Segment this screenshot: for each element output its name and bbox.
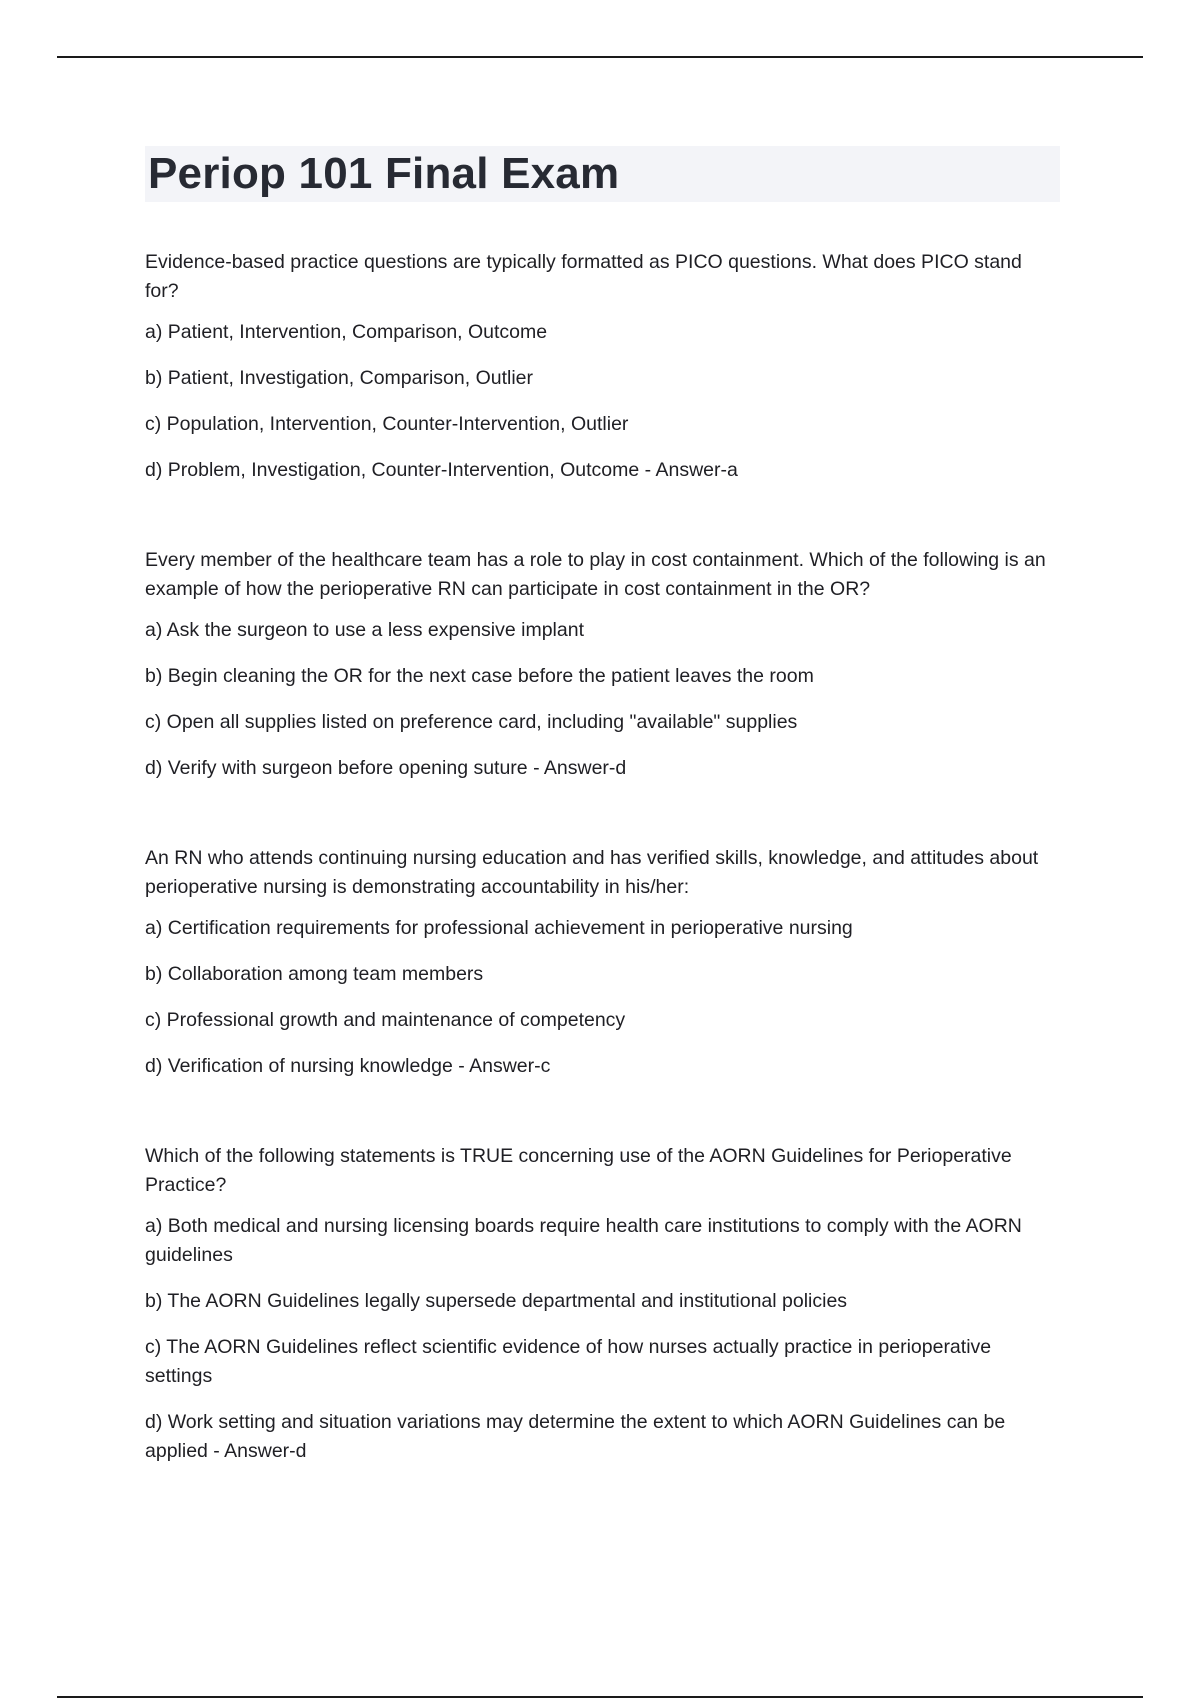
question-text: An RN who attends continuing nursing education and has verified skills, knowledge, and attitudes about perioperative nursing is demonstrating accountability in his/her: [145, 847, 1039, 898]
top-rule [57, 56, 1143, 58]
answer-option: b) Begin cleaning the OR for the next case before the patient leaves the room [145, 665, 814, 687]
answer-option: a) Both medical and nursing licensing boards require health care institutions to comply with the AORN guidelines [145, 1215, 1022, 1266]
question-1 [145, 248, 1060, 485]
question-3 [145, 844, 1060, 1081]
bottom-rule [57, 1696, 1143, 1698]
page-title: Periop 101 Final Exam [148, 149, 620, 198]
answer-option: d) Verify with surgeon before opening suture - Answer-d [145, 757, 627, 779]
answer-option: d) Work setting and situation variations may determine the extent to which AORN Guidelines can be applied - Answer-d [145, 1411, 1006, 1462]
question-text: Every member of the healthcare team has a role to play in cost containment. Which of the following is an example of how the perioperative RN can participate in cost containment in the OR? [145, 549, 1046, 600]
answer-option: a) Ask the surgeon to use a less expensive implant [145, 619, 584, 641]
question-2 [145, 546, 1060, 783]
question-4 [145, 1142, 1060, 1466]
answer-option: d) Verification of nursing knowledge - Answer-c [145, 1055, 551, 1077]
answer-option: b) The AORN Guidelines legally supersede departmental and institutional policies [145, 1290, 848, 1312]
answer-option: d) Problem, Investigation, Counter-Intervention, Outcome - Answer-a [145, 459, 738, 481]
question-text: Which of the following statements is TRUE concerning use of the AORN Guidelines for Perioperative Practice? [145, 1145, 1012, 1196]
title-banner [145, 146, 1060, 202]
answer-option: c) Professional growth and maintenance of competency [145, 1009, 626, 1031]
answer-option: c) Open all supplies listed on preference card, including "available" supplies [145, 711, 798, 733]
answer-option: a) Certification requirements for professional achievement in perioperative nursing [145, 917, 853, 939]
answer-option: b) Patient, Investigation, Comparison, Outlier [145, 367, 534, 389]
answer-option: a) Patient, Intervention, Comparison, Outcome [145, 321, 548, 343]
answer-option: c) The AORN Guidelines reflect scientific evidence of how nurses actually practice in perioperative settings [145, 1336, 992, 1387]
answer-option: b) Collaboration among team members [145, 963, 484, 985]
question-text: Evidence-based practice questions are typically formatted as PICO questions. What does PICO stand for? [145, 251, 1022, 302]
answer-option: c) Population, Intervention, Counter-Intervention, Outlier [145, 413, 629, 435]
document-body [145, 146, 1060, 1527]
